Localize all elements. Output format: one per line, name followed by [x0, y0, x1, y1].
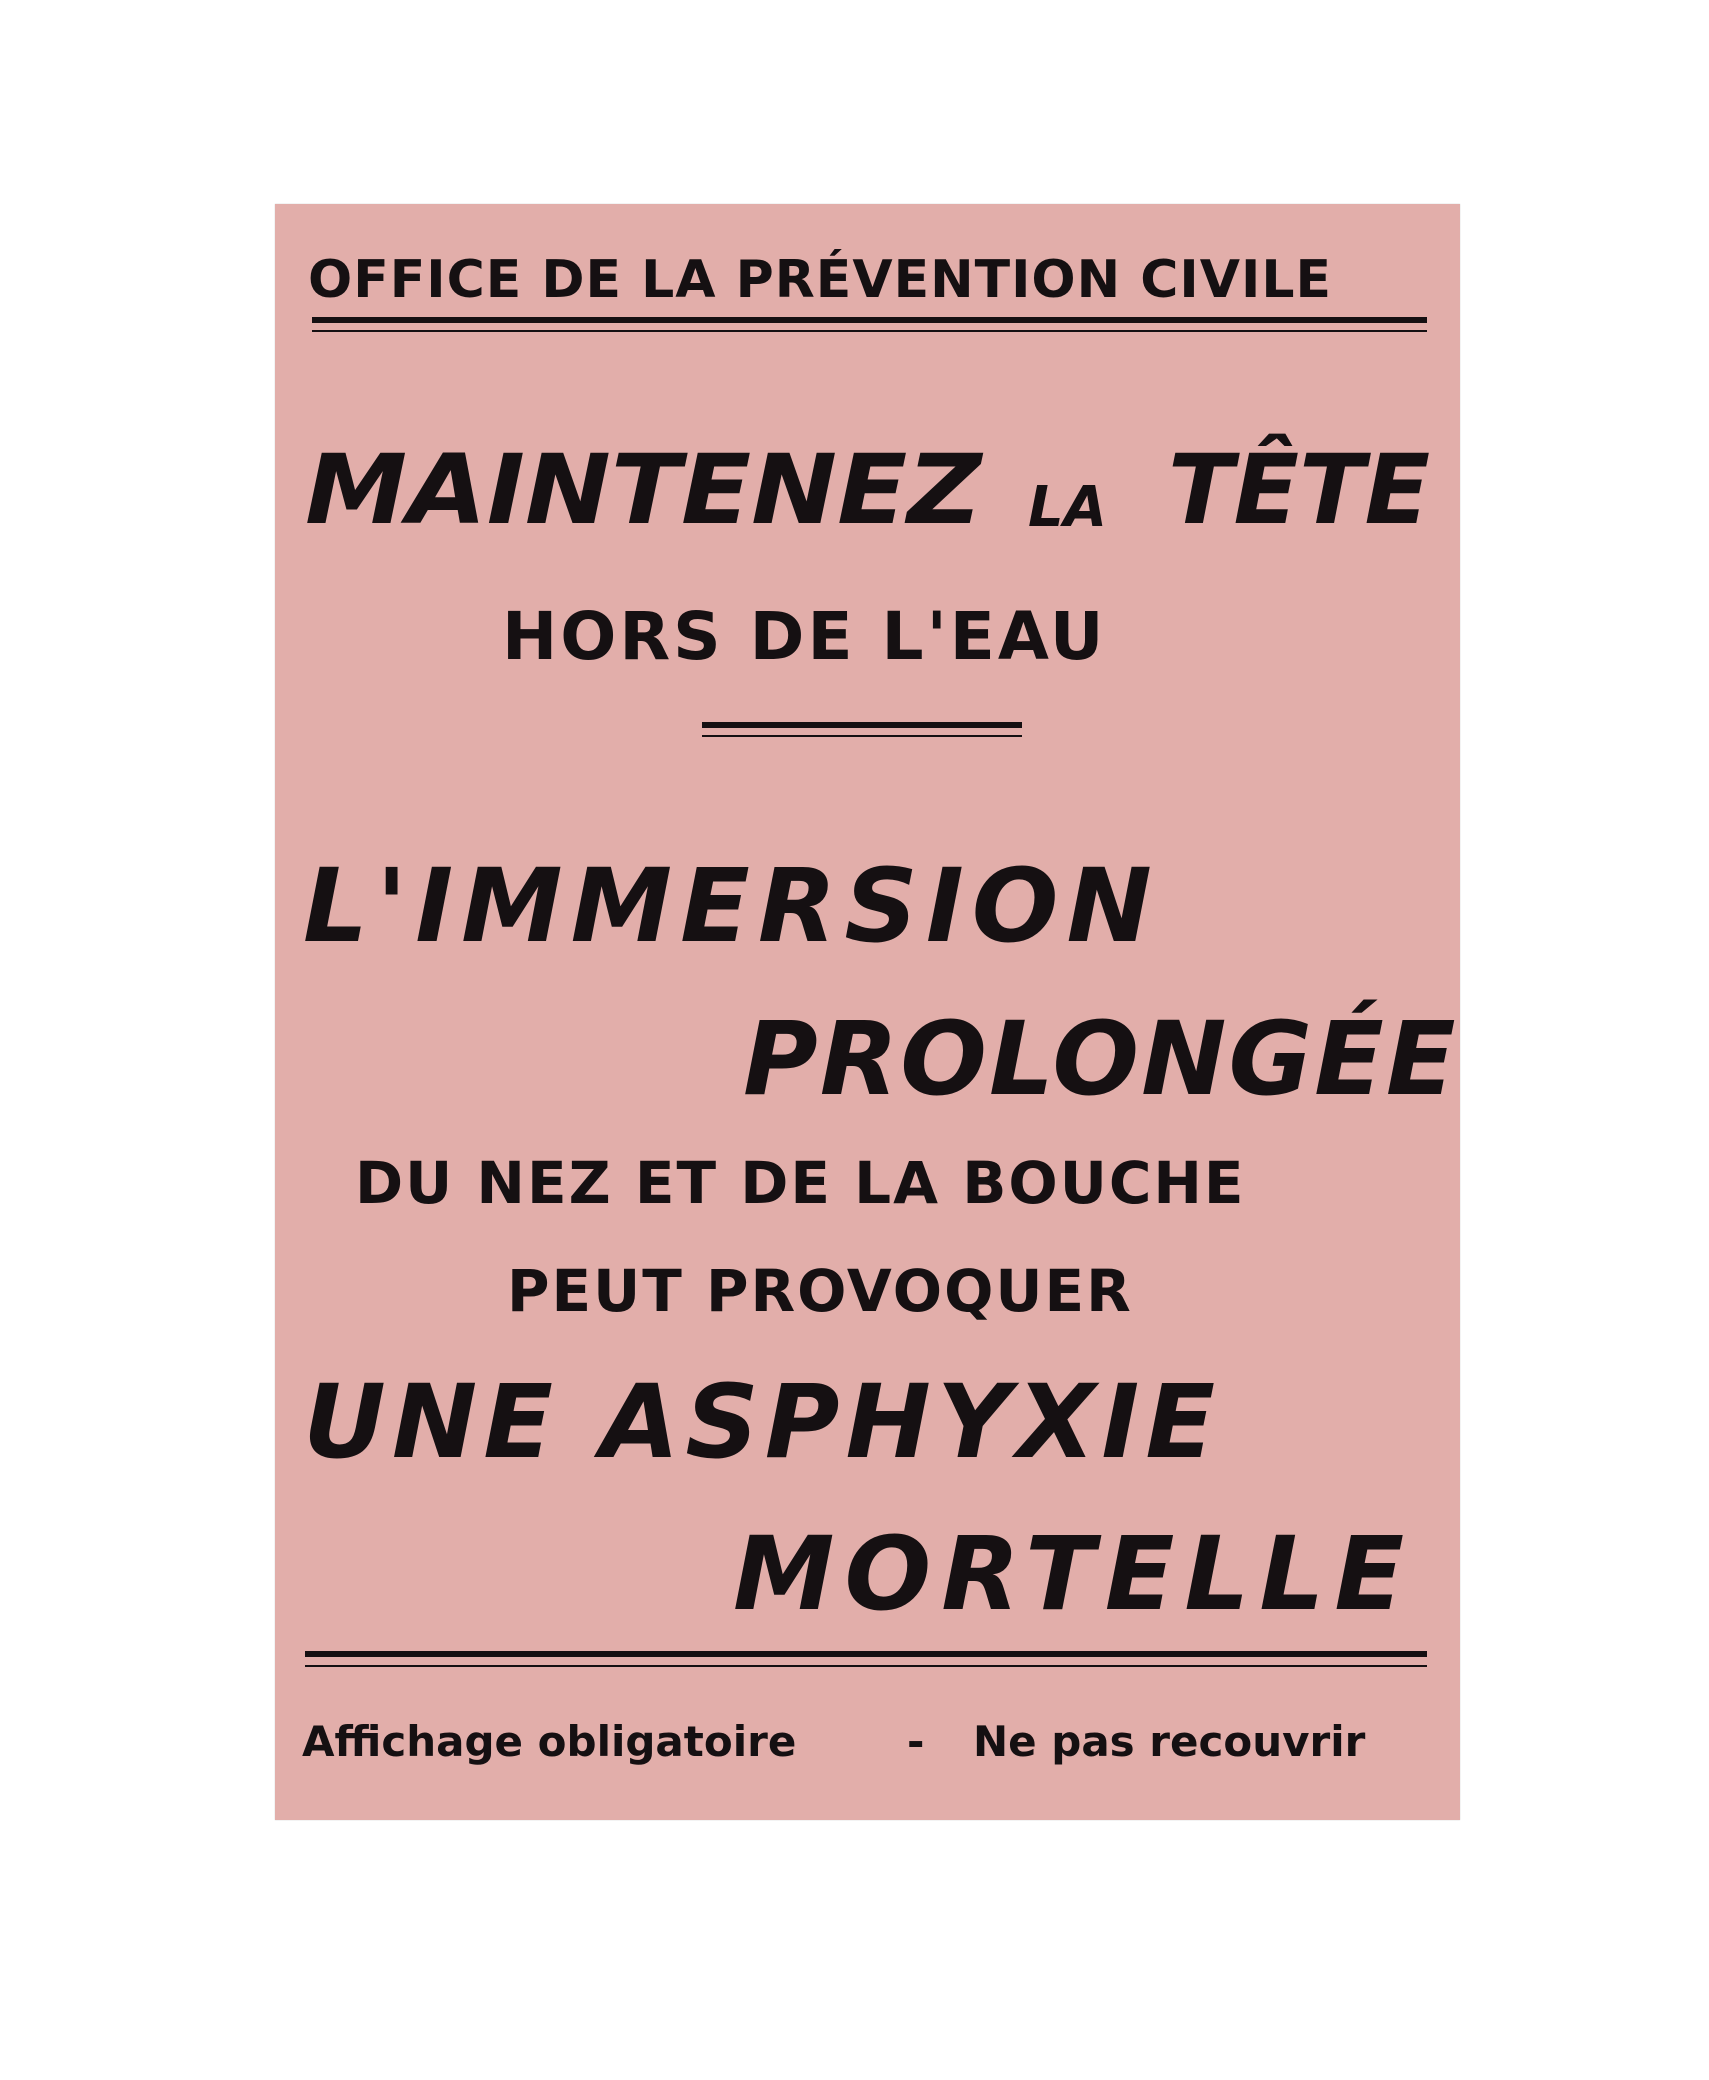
organization-title: OFFICE DE LA PRÉVENTION CIVILE [308, 250, 1333, 310]
headline-word-la: LA [1028, 475, 1108, 540]
headline-word-maintenez: MAINTENEZ [305, 434, 982, 546]
poster [275, 204, 1460, 1820]
footer-left-text: Affichage obligatoire [302, 1717, 797, 1766]
header-rule-thick [312, 317, 1427, 323]
warning-line-6: MORTELLE [733, 1515, 1415, 1634]
footer-right-text: Ne pas recouvrir [973, 1717, 1366, 1766]
warning-line-5: UNE ASPHYXIE [303, 1363, 1222, 1482]
footer-rule-thin [305, 1665, 1427, 1667]
warning-line-1: L'IMMERSION [303, 847, 1160, 966]
headline-line-2: HORS DE L'EAU [502, 598, 1107, 675]
footer-rule-thick [305, 1651, 1427, 1657]
footer-separator: - [907, 1717, 925, 1766]
headline-word-tete: TÊTE [1168, 434, 1431, 546]
middle-rule-thick [702, 722, 1022, 728]
middle-rule-thin [702, 735, 1022, 737]
warning-line-3: DU NEZ ET DE LA BOUCHE [355, 1149, 1246, 1217]
warning-line-2: PROLONGÉE [743, 1000, 1458, 1119]
warning-line-4: PEUT PROVOQUER [507, 1257, 1133, 1325]
header-rule-thin [312, 330, 1427, 332]
